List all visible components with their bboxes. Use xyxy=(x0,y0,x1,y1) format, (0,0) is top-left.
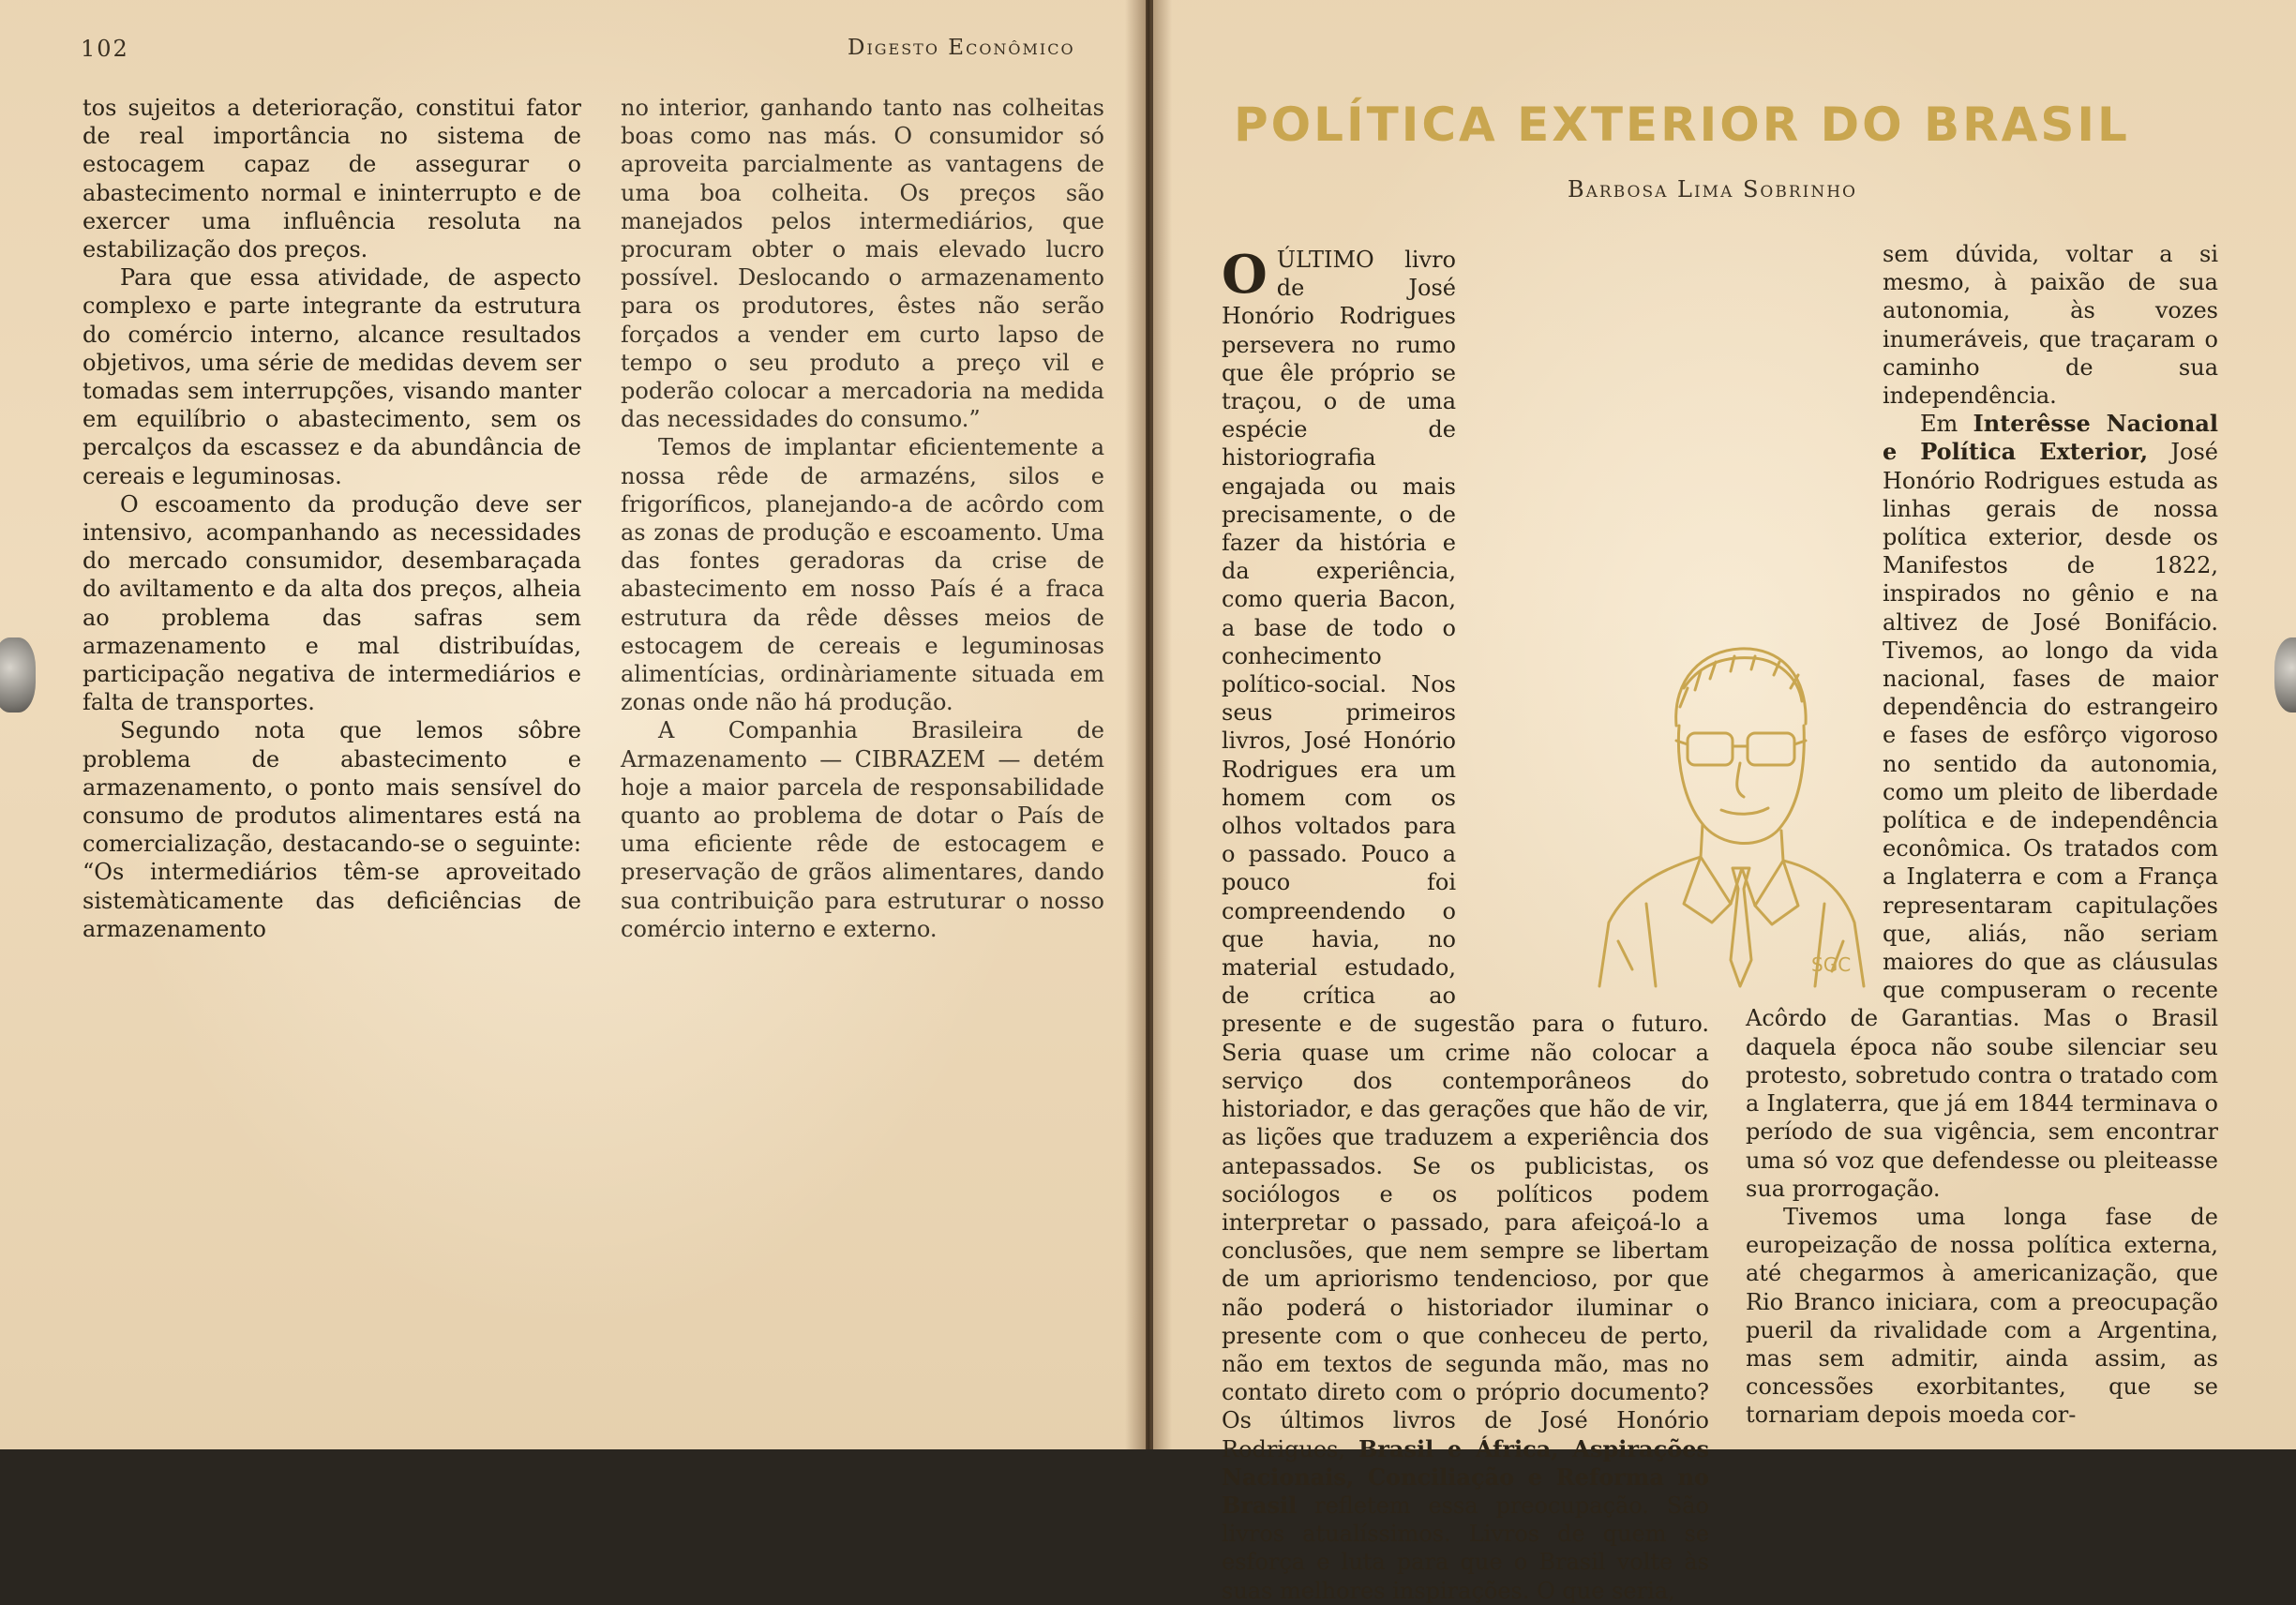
book-title: Interêsse Nacional e Política Exterior, xyxy=(1883,410,2218,466)
paragraph: Para que essa atividade, de aspecto complexo e parte integrante da estrutura do comércio interno, alcance resultados objetivos, uma série de medidas devem ser tomadas sem interrupções, visando manter em equilíbrio o abastecimento, sem os percalços da escassez e da abundância de cereais e leguminosas. xyxy=(83,264,581,489)
portrait-signature: SGC xyxy=(1811,953,1852,976)
paragraph: sem dúvida, voltar a si mesmo, à paixão de sua autonomia, às vozes inumeráveis, que traçaram o caminho de sua independência. xyxy=(1883,241,2218,410)
paragraph: Temos de implantar eficientemente a nossa rêde de armazéns, silos e frigoríficos, planejando-a de acôrdo com as zonas de produção e escoamento. Uma das fontes geradoras da crise de abastecimento em nosso País é a fraca estrutura da rêde dêsses meios de estocagem de cereais e leguminosas alimentícias, ordinàriamente situada em zonas onde não há produção. xyxy=(621,434,1104,716)
article-author: Barbosa Lima Sobrinho xyxy=(1568,176,1857,202)
page-number: 102 xyxy=(81,36,129,62)
book-gutter xyxy=(1125,0,1172,1449)
left-column-1 xyxy=(83,94,581,943)
right-page xyxy=(1153,0,2296,1604)
article-title: POLÍTICA EXTERIOR DO BRASIL xyxy=(1234,98,2130,152)
author-portrait-illustration xyxy=(1590,622,1871,988)
paragraph: Tivemos uma longa fase de europeização de nossa política externa, até chegarmos à americanização, que Rio Branco iniciara, com a preocupação pueril da rivalidade com a Argentina, mas sem admitir, ainda assim, as concessões exorbitantes, que se tornariam depois moeda cor- xyxy=(1746,1203,2218,1429)
paragraph: O escoamento da produção deve ser intensivo, acompanhando as necessidades do mercado consumidor, desembaraçada do aviltamento e da alta dos preços, alheia ao problema das safras sem armazenamento e mal distribuídas, participação negativa de intermediários e falta de transportes. xyxy=(83,490,581,716)
binder-clip-right xyxy=(2274,638,2296,712)
paragraph: no interior, ganhando tanto nas colheitas boas como nas más. O consumidor só aproveita parcialmente as vantagens de uma boa colheita. Os preços são manejados pelos intermediários, que procuram obter o mais elevado lucro possível. Deslocando o armazenamento para os produtores, êstes não serão forçados a vender em curto lapso de tempo o seu produto a preço vil e poderão colocar a mercadoria na medida das necessidades do consumo.” xyxy=(621,95,1104,433)
running-head-journal: Digesto Econômico xyxy=(848,36,1075,60)
paragraph: tos sujeitos a deterioração, constitui fator de real importância no sistema de estocagem capaz de assegurar o abastecimento normal e ininterrupto e de exercer uma influência resoluta na estabilização dos preços. xyxy=(83,95,581,263)
drop-cap: O xyxy=(1222,244,1268,306)
paragraph: Em Interêsse Nacional e Política Exterior, José Honório Rodrigues estuda as linhas gerais de nossa política exterior, desde os Manifestos de 1822, inspirados no gênio e na altivez de José Bonifácio. Tivemos, ao longo da vida nacional, fases de maior dependência do estrangeiro e fases de esfôrço vigoroso no sentido da autonomia, como um pleito de liberdade política e de independência econômica. Os tratados com a Inglaterra e com a França representaram capitulações que, aliás, não seriam maiores do que as cláusulas que compuseram o recente Acôrdo de Garantias. Mas o Brasil daquela época não soube silenciar seu protesto, sobretudo contra o tratado com a Inglaterra, que já em 1844 terminava o período de sua vigência, sem encontrar uma só voz que defendesse ou pleiteasse sua prorrogação. xyxy=(1746,410,2218,1202)
paragraph: Segundo nota que lemos sôbre problema de abastecimento e armazenamento, o ponto mais sensível do consumo de produtos alimentares está na comercialização, destacando-se o seguinte: “Os intermediários têm-se aproveitado sistemàticamente das deficiências de armazenamento xyxy=(83,717,581,942)
binder-clip-left xyxy=(0,638,36,712)
book-titles: Brasil e África, Aspirações Nacionais, Conciliação e Reforma no Brasil xyxy=(1222,1434,1709,1519)
paragraph: A Companhia Brasileira de Armazenamento — CIBRAZEM — detém hoje a maior parcela de responsabilidade quanto ao problema de dotar o País de uma eficiente rêde de estocagem e preservação de grãos alimentares, dando sua contribuição para estruturar o nosso comércio interno e externo. xyxy=(621,717,1104,942)
left-page xyxy=(0,0,1146,1449)
left-column-2 xyxy=(621,94,1104,943)
paragraph: OÚLTIMO livro de José Honório Rodrigues persevera no rumo que êle próprio se traçou, o de uma espécie de historiografia engajada ou mais precisamente, o de fazer da história e da experiência, como queria Bacon, a base de todo o conhecimento político-social. Nos seus primeiros livros, José Honório Rodrigues era um homem com os olhos voltados para o passado. Pouco a pouco foi compreendendo o que havia, no material estudado, de crítica ao presente e de sugestão para o futuro. Seria quase um crime não colocar a serviço dos contemporâneos do historiador, e das gerações que hão de vir, as lições que traduzem a experiência dos antepassados. Se os publicistas, os sociólogos e os políticos podem interpretar o passado, para afeiçoá-lo a conclusões, que nem sempre se libertam de um apriorismo tendencioso, por que não poderá o historiador iluminar o presente com o que conheceu de perto, não em textos de segunda mão, mas no contato direto com o próprio documento? Os últimos livros de José Honório Rodrigues, Brasil e África, Aspirações Nacionais, Conciliação e Reforma no Brasil refletem essa preocupação. São livros atualíssimos. Livros de quem se esforça e luta para que o Brasil volte às suas melhores inspirações. O que seria, xyxy=(1222,244,1709,1604)
